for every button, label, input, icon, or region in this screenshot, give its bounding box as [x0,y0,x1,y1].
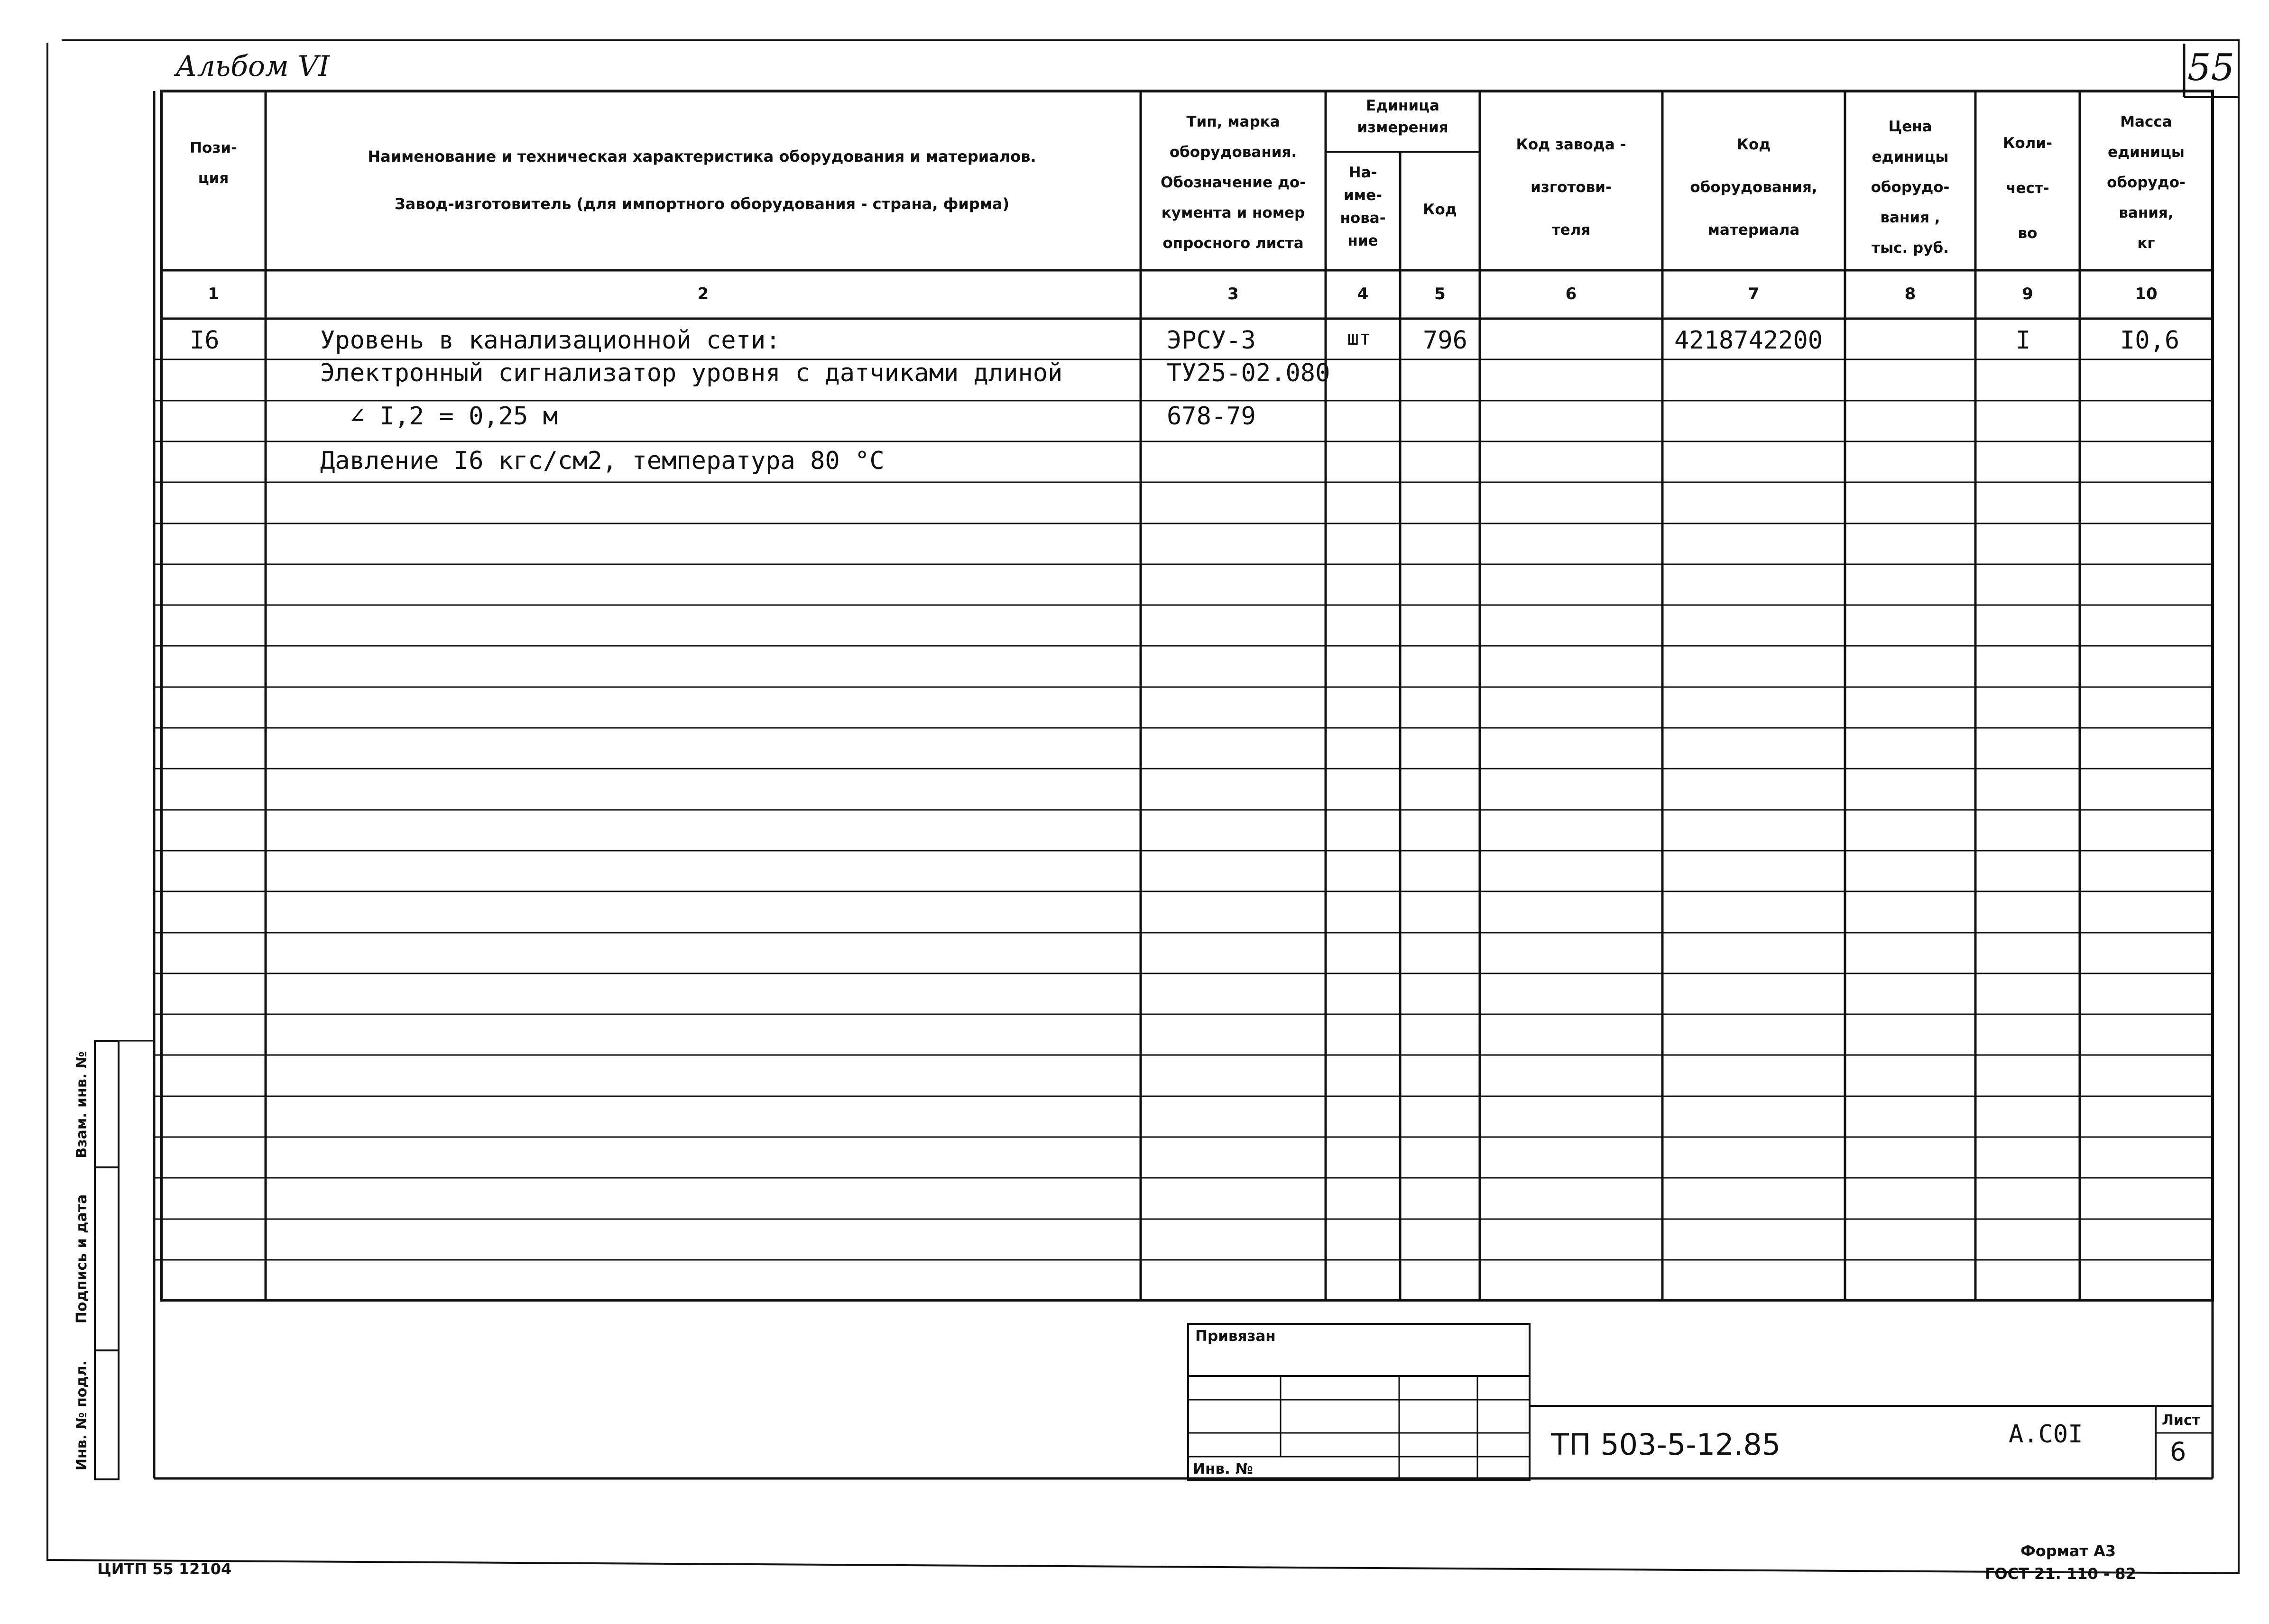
header-unit-code: Код [1423,201,1457,218]
column-number-6: 6 [1565,284,1577,303]
sheet-label: Лист [2162,1412,2201,1429]
column-number-4: 4 [1357,284,1369,303]
header-mass: Масса единицы оборудо- вания, кг [2107,113,2186,252]
row-1-unit-name: шт [1347,326,1371,349]
side-label-inv-original: Инв. № подл. [74,1360,90,1471]
row-1-mass: I0,6 [2120,326,2180,355]
sheet-number: 6 [2170,1437,2186,1467]
header-quantity: Коли- чест- во [2003,135,2052,242]
column-number-2: 2 [697,284,709,303]
row-1-name: Уровень в канализационной сети: [320,326,781,355]
row-2-name: Электронный сигнализатор уровня с датчиками длиной [320,359,1063,387]
header-position: Пози- ция [190,139,237,187]
row-3-type: 678-79 [1167,402,1256,431]
page-number: 55 [2187,46,2235,89]
column-number-8: 8 [1904,284,1916,303]
row-3-name: ∠ I,2 = 0,25 м [320,402,558,431]
row-1-position: I6 [190,326,220,355]
header-unit-name: На- име- нова- ние [1340,164,1386,249]
row-2-type: ТУ25-02.080 [1167,359,1330,387]
column-number-9: 9 [2022,284,2033,303]
row-1-type: ЭРСУ-3 [1167,326,1256,355]
column-number-7: 7 [1748,284,1760,303]
document-code: ТП 503-5-12.85 [1551,1427,1781,1462]
header-name: Наименование и техническая характеристика оборудования и материалов. Завод-изготовитель (для импортного оборудования - страна, фирма) [368,147,1036,213]
row-4-name: Давление I6 кгс/см2, температура 80 °С [320,447,885,475]
header-equipment-code: Код оборудования, материала [1690,136,1817,239]
column-number-5: 5 [1434,284,1446,303]
row-1-unit-code: 796 [1423,326,1467,355]
header-price: Цена единицы оборудо- вания , тыс. руб. [1871,118,1950,257]
privyazan-label: Привязан [1195,1328,1276,1345]
footer-registry: ЦИТП 55 12104 [97,1560,232,1578]
row-1-equipment-code: 4218742200 [1674,326,1823,355]
side-label-replaced-inv: Взам. инв. № [74,1051,90,1158]
footer-format: Формат А3 [2020,1542,2116,1560]
header-plant-code: Код завода - изготови- теля [1516,136,1626,239]
album-code: А.С0I [2009,1420,2083,1449]
row-1-quantity: I [2016,326,2031,355]
footer-gost: ГОСТ 21. 110 - 82 [1985,1565,2136,1583]
column-number-3: 3 [1227,284,1239,303]
column-number-10: 10 [2135,284,2158,303]
header-unit: Единица измерения [1357,97,1448,136]
header-type: Тип, марка оборудования. Обозначение до- кумента и номер опросного листа [1160,113,1306,252]
side-label-signature-date: Подпись и дата [74,1194,90,1324]
album-label: Альбом VI [175,50,330,83]
column-number-1: 1 [208,284,219,303]
inv-no-label: Инв. № [1193,1460,1253,1477]
